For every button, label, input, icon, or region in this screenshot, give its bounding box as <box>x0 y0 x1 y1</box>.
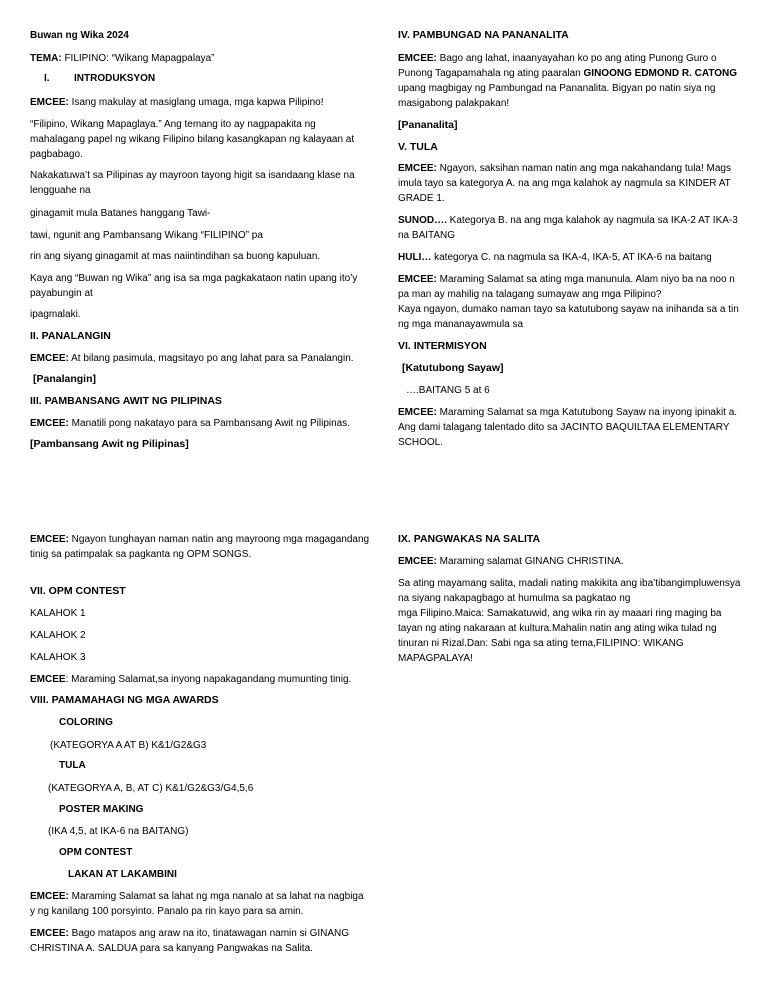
emcee-label: EMCEE: <box>30 353 69 364</box>
intro-heading: INTRODUKSYON <box>74 73 156 84</box>
panalangin-heading: II. PANALANGIN <box>30 330 111 342</box>
pangwakas-emcee-line <box>398 554 743 569</box>
awit-heading: III. PAMBANSANG AWIT NG PILIPINAS <box>30 395 222 407</box>
principal-name: GINOONG EDMOND R. CATONG <box>583 68 738 79</box>
intermisyon-heading: VI. INTERMISYON <box>398 340 487 352</box>
sunod-paragraph <box>398 213 743 243</box>
intro-paragraph-3: ginagamit mula Batanes hanggang Tawi- <box>30 208 211 219</box>
emcee-label: EMCEE <box>30 674 66 685</box>
emcee-label: EMCEE: <box>30 534 69 545</box>
awit-emcee-line <box>30 416 370 431</box>
sayaw-text: Maraming Salamat sa mga Katutubong Sayaw na inyong ipinakit a. Ang dami talagang talentado dito sa JACINTO BAQUILTAA ELEMENTARY SCHOOL. <box>398 407 738 448</box>
emcee-label: EMCEE: <box>398 407 437 418</box>
tula2-text: Maraming Salamat sa ating mga manunula. Alam niyo ba na noo n pa man ay mahilig na talagang sumayaw ang mga Pilipino? <box>398 274 735 300</box>
tema-label: TEMA: <box>30 53 62 64</box>
sayaw-paragraph <box>398 405 743 450</box>
pananalita-bracket: [Pananalita] <box>398 119 458 131</box>
baitang-line: ….BAITANG 5 at 6 <box>406 385 490 396</box>
emcee-label: EMCEE: <box>398 274 437 285</box>
huli-text: kategorya C. na nagmula sa IKA-4, IKA-5, AT IKA-6 na baitang <box>431 252 712 263</box>
pambungad-heading: IV. PAMBUNGAD NA PANANALITA <box>398 29 569 41</box>
tula2-paragraph <box>398 272 743 332</box>
closing-call-paragraph <box>30 926 370 956</box>
kalahok-item: KALAHOK 3 <box>30 652 86 663</box>
emcee-label: EMCEE: <box>30 418 69 429</box>
opm-thanks-text: : Maraming Salamat,sa inyong napakagandang mumunting tinig. <box>65 674 352 685</box>
intro-paragraph-1: “Filipino, Wikang Mapaglaya.” Ang temang ito ay nagpapakita ng mahalagang papel ng wikang Filipino bilang kasangkapan ng kalayaan at pagbabago. <box>30 119 355 160</box>
award-opm: OPM CONTEST <box>59 847 133 858</box>
awit-text: Manatili pong nakatayo para sa Pambansang Awit ng Pilipinas. <box>68 418 351 429</box>
awit-bracket: [Pambansang Awit ng Pilipinas] <box>30 438 189 450</box>
awards-thanks-paragraph <box>30 889 370 919</box>
awards-thanks-text: Maraming Salamat sa lahat ng mga nanalo at sa lahat na nagbiga y ng kanilang 100 porsyinto. Panalo pa rin kayo para sa amin. <box>30 891 364 917</box>
panalangin-text: At bilang pasimula, magsitayo po ang lahat para sa Panalangin. <box>68 353 354 364</box>
intro-paragraph-4: tawi, ngunit ang Pambansang Wikang “FILIPINO” pa <box>30 230 263 241</box>
tula-paragraph <box>398 161 743 206</box>
sunod-text: Kategorya B. na ang mga kalahok ay nagmula sa IKA-2 AT IKA-3 na BAITANG <box>398 215 738 241</box>
opm-intro-paragraph <box>30 532 370 562</box>
emcee-label: EMCEE: <box>398 163 437 174</box>
sunod-label: SUNOD…. <box>398 215 447 226</box>
pangwakas-para-1: Sa ating mayamang salita, madali nating makikita ang iba’tibangimpluwensya na siyang nakapagbago at humulma sa pagkatao ng <box>398 578 741 604</box>
awards-heading: VIII. PAMAMAHAGI NG MGA AWARDS <box>30 694 219 706</box>
award-poster-sub: (IKA 4,5, at IKA-6 na BAITANG) <box>48 826 189 837</box>
pambungad-paragraph <box>398 51 743 111</box>
intro-paragraph-7: ipagmalaki. <box>30 309 81 320</box>
award-tula: TULA <box>59 760 86 771</box>
award-tula-sub: (KATEGORYA A, B, AT C) K&1/G2&G3/G4,5,6 <box>48 783 254 794</box>
tema-line <box>30 51 370 66</box>
huli-label: HULI… <box>398 252 432 263</box>
tula2-text-b: Kaya ngayon, dumako naman tayo sa katutubong sayaw na inihanda sa a tin ng mga mananayawmula sa <box>398 304 739 330</box>
kalahok-item: KALAHOK 1 <box>30 608 86 619</box>
document-title: Buwan ng Wika 2024 <box>30 30 129 41</box>
kalahok-item: KALAHOK 2 <box>30 630 86 641</box>
intro-paragraph-6: Kaya ang “Buwan ng Wika” ang isa sa mga pagkakataon natin upang ito’y payabungin at <box>30 273 358 299</box>
tema-text: FILIPINO: “Wikang Mapagpalaya” <box>61 53 215 64</box>
intro-paragraph-5: rin ang siyang ginagamit at mas naiintindihan sa buong kapuluan. <box>30 251 321 262</box>
tula-heading: V. TULA <box>398 141 438 153</box>
pangwakas-para-2: mga Filipino.Maica: Samakatuwid, ang wika rin ay maaari ring maging ba tayan ng ating nakaraan at kultura.Mahalin natin ang ating wika tulad ng tinuran ni Rizal.Dan: Sabi nga sa ating tema,FILIPINO: WIKANG MAPAGPALAYA! <box>398 608 722 664</box>
opm-heading: VII. OPM CONTEST <box>30 585 126 597</box>
panalangin-emcee-line <box>30 351 370 366</box>
intro-paragraph-2: Nakakatuwa’t sa Pilipinas ay mayroon tayong higit sa isandaang klase na lengguahe na <box>30 170 355 196</box>
award-lakan: LAKAN AT LAKAMBINI <box>68 869 177 880</box>
opm-thanks-paragraph <box>30 672 370 687</box>
award-coloring: COLORING <box>59 717 113 728</box>
huli-paragraph <box>398 250 743 265</box>
intro-emcee-line <box>30 95 370 110</box>
tula-text: Ngayon, saksihan naman natin ang mga nakahandang tula! Mags imula tayo sa kategorya A. na ang mga kalahok ay nagmula sa KINDER AT GRADE 1. <box>398 163 731 204</box>
sayaw-bracket: [Katutubong Sayaw] <box>402 362 504 374</box>
closing-call-text: Bago matapos ang araw na ito, tinatawagan namin si GINANG CHRISTINA A. SALDUA para sa kanyang Pangwakas na Salita. <box>30 928 350 954</box>
pambungad-text-1: Bago ang lahat, inaanyayahan ko po ang ating Punong Guro o Punong Tagapamahala ng ating paaralan <box>398 53 717 79</box>
intro-number: I. <box>44 73 50 84</box>
panalangin-bracket: [Panalangin] <box>33 373 97 385</box>
emcee-label: EMCEE: <box>30 891 69 902</box>
award-coloring-sub: (KATEGORYA A AT B) K&1/G2&G3 <box>50 740 207 751</box>
intro-text: Isang makulay at masiglang umaga, mga kapwa Pilipino! <box>68 97 324 108</box>
opm-intro-text: Ngayon tunghayan naman natin ang mayroong mga magagandang tinig sa patimpalak sa pagkanta ng OPM SONGS. <box>30 534 370 560</box>
pangwakas-heading: IX. PANGWAKAS NA SALITA <box>398 533 541 545</box>
award-poster: POSTER MAKING <box>59 804 144 815</box>
emcee-label: EMCEE: <box>398 556 437 567</box>
emcee-label: EMCEE: <box>398 53 437 64</box>
pangwakas-text: Maraming salamat GINANG CHRISTINA. <box>436 556 624 567</box>
emcee-label: EMCEE: <box>30 97 69 108</box>
pangwakas-paragraph <box>398 576 743 666</box>
pambungad-text-2: upang magbigay ng Pambungad na Pananalita. Bigyan po natin siya ng masigabong palakpakan! <box>398 83 716 109</box>
emcee-label: EMCEE: <box>30 928 69 939</box>
